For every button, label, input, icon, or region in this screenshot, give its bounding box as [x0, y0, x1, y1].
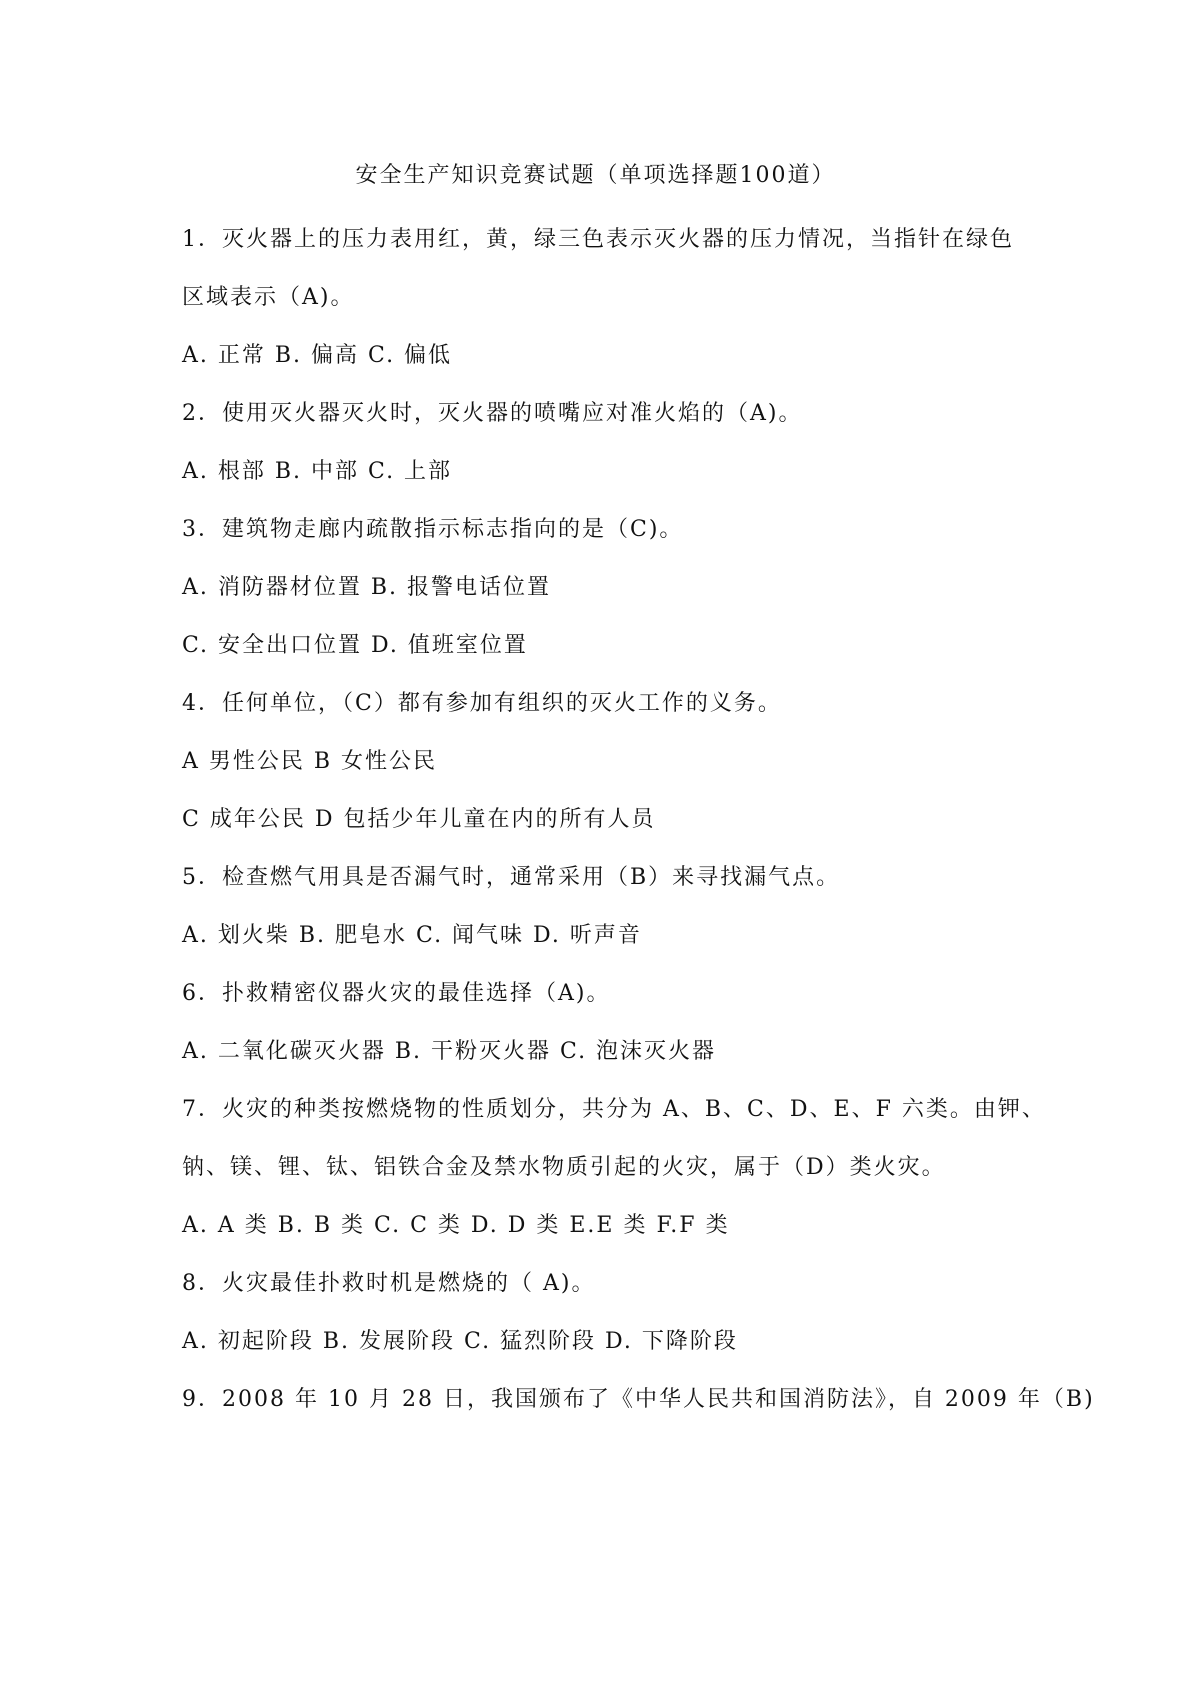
document-title: 安全生产知识竞赛试题（单项选择题100道）: [355, 163, 836, 188]
question-9-line-1: 9．2008 年 10 月 28 日，我国颁布了《中华人民共和国消防法》，自 2009 年（B): [182, 1387, 1095, 1412]
question-2: 2．使用灭火器灭火时，灭火器的喷嘴应对准火焰的（A)。: [182, 401, 803, 426]
question-6-options: A. 二氧化碳灭火器 B. 干粉灭火器 C. 泡沫灭火器: [182, 1039, 717, 1064]
question-4: 4．任何单位，（C）都有参加有组织的灭火工作的义务。: [182, 691, 782, 716]
question-3-options-1: A. 消防器材位置 B. 报警电话位置: [182, 575, 552, 600]
question-2-options: A. 根部 B. 中部 C. 上部: [182, 459, 453, 484]
question-8-options: A. 初起阶段 B. 发展阶段 C. 猛烈阶段 D. 下降阶段: [182, 1329, 738, 1354]
question-1-line-1: 1．灭火器上的压力表用红，黄，绿三色表示灭火器的压力情况，当指针在绿色: [182, 227, 1014, 252]
question-7-line-2: 钠、镁、锂、钛、铝铁合金及禁水物质引起的火灾，属于（D）类火灾。: [182, 1155, 946, 1180]
question-4-options-1: A 男性公民 B 女性公民: [182, 749, 438, 774]
question-6: 6．扑救精密仪器火灾的最佳选择（A)。: [182, 981, 611, 1006]
question-7-options: A. A 类 B. B 类 C. C 类 D. D 类 E.E 类 F.F 类: [182, 1213, 730, 1238]
question-1-line-2: 区域表示（A)。: [182, 285, 355, 310]
question-3-options-2: C. 安全出口位置 D. 值班室位置: [182, 633, 528, 658]
question-7-line-1: 7．火灾的种类按燃烧物的性质划分，共分为 A、B、C、D、E、F 六类。由钾、: [182, 1097, 1046, 1122]
question-8: 8．火灾最佳扑救时机是燃烧的（ A)。: [182, 1271, 596, 1296]
question-5-options: A. 划火柴 B. 肥皂水 C. 闻气味 D. 听声音: [182, 923, 642, 948]
question-3: 3．建筑物走廊内疏散指示标志指向的是（C)。: [182, 517, 684, 542]
question-5: 5．检查燃气用具是否漏气时，通常采用（B）来寻找漏气点。: [182, 865, 841, 890]
question-1-options: A. 正常 B. 偏高 C. 偏低: [182, 343, 453, 368]
question-4-options-2: C 成年公民 D 包括少年儿童在内的所有人员: [182, 807, 656, 832]
